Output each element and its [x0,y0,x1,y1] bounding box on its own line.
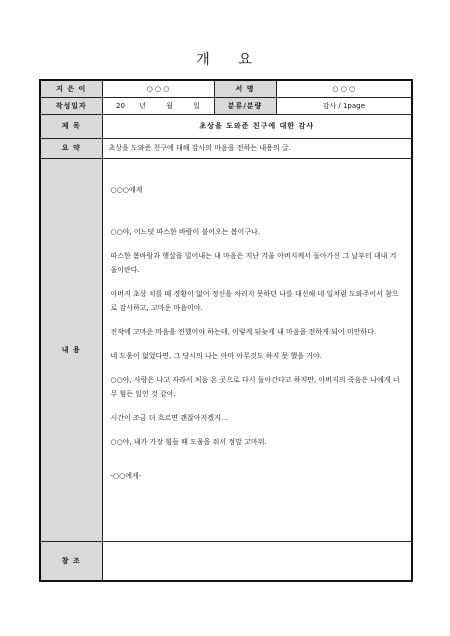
date-row [40,97,412,114]
document-title [0,49,450,69]
content-paragraph: 네 도움이 없었다면, 그 당시의 나는 아마 아무것도 하지 못 했을 거야. [110,351,322,360]
subject-row [40,114,412,138]
content-signature: -○○에게- [110,471,142,480]
content-paragraph: 시간이 조금 더 흐르면 괜찮아지겠지... [110,413,228,422]
date-day-unit: 일 [193,101,200,110]
date-year-unit: 년 [139,101,146,110]
subject-label: 제 목 [40,114,102,138]
content-row [40,158,412,541]
category-label: 분류/분량 [214,97,276,114]
title-char-1: 개 [196,52,212,68]
content-paragraph: ○○야, 어느덧 따스한 바람이 불어오는 봄이구나. [110,227,261,236]
content-label: 내 용 [40,158,102,541]
reference-label: 참 조 [40,541,102,581]
signature-label: 서 명 [214,80,276,97]
content-paragraph: ○○야, 사람은 나고 자라서 처음 온 곳으로 다시 돌아간다고 하지만, 아버지의 죽음은 나에게 너무 힘든 일인 것 같아. [110,375,400,398]
date-month-unit: 월 [166,101,173,110]
content-paragraph: 아버지 초상 치를 때 경황이 없어 정신을 차리지 못하던 나를 대신해 네 일처럼 도와주어서 참으로 감사하고, 고마운 마음이야. [110,289,399,312]
signature-value[interactable]: ○ ○ ○ [276,80,412,97]
reference-row [40,541,412,581]
subject-value[interactable]: 초상을 도와준 친구에 대한 감사 [102,114,412,138]
overview-form-table [39,79,413,582]
author-value[interactable]: ○ ○ ○ [102,80,214,97]
reference-value[interactable] [102,541,412,581]
date-year: 20 [116,101,125,110]
summary-row [40,138,412,158]
content-paragraph: ○○야, 내가 가장 힘들 때 도움을 줘서 정말 고마워. [110,437,267,446]
summary-label: 요 약 [40,138,102,158]
author-label: 지 은 이 [40,80,102,97]
author-row [40,80,412,97]
date-value[interactable] [102,97,214,114]
content-paragraph: 따스한 봄바람과 햇살을 밀어내는 내 마음은 지난 겨울 아버지께서 돌아가신 그 날부터 내내 겨울이란다. [110,251,397,274]
content-paragraph: 진작에 고마운 마음을 전했어야 하는데, 이렇게 뒤늦게 내 마음을 전하게 되어 미안하다. [110,327,377,336]
content-paragraph: ○○○에게 [110,185,143,194]
summary-value[interactable]: 초상을 도와준 친구에 대해 감사의 마음을 전하는 내용의 글. [102,138,412,158]
date-label: 작성일자 [40,97,102,114]
title-char-2: 요 [238,52,254,68]
content-body[interactable] [102,158,412,541]
category-value[interactable]: 감사 / 1page [276,97,412,114]
